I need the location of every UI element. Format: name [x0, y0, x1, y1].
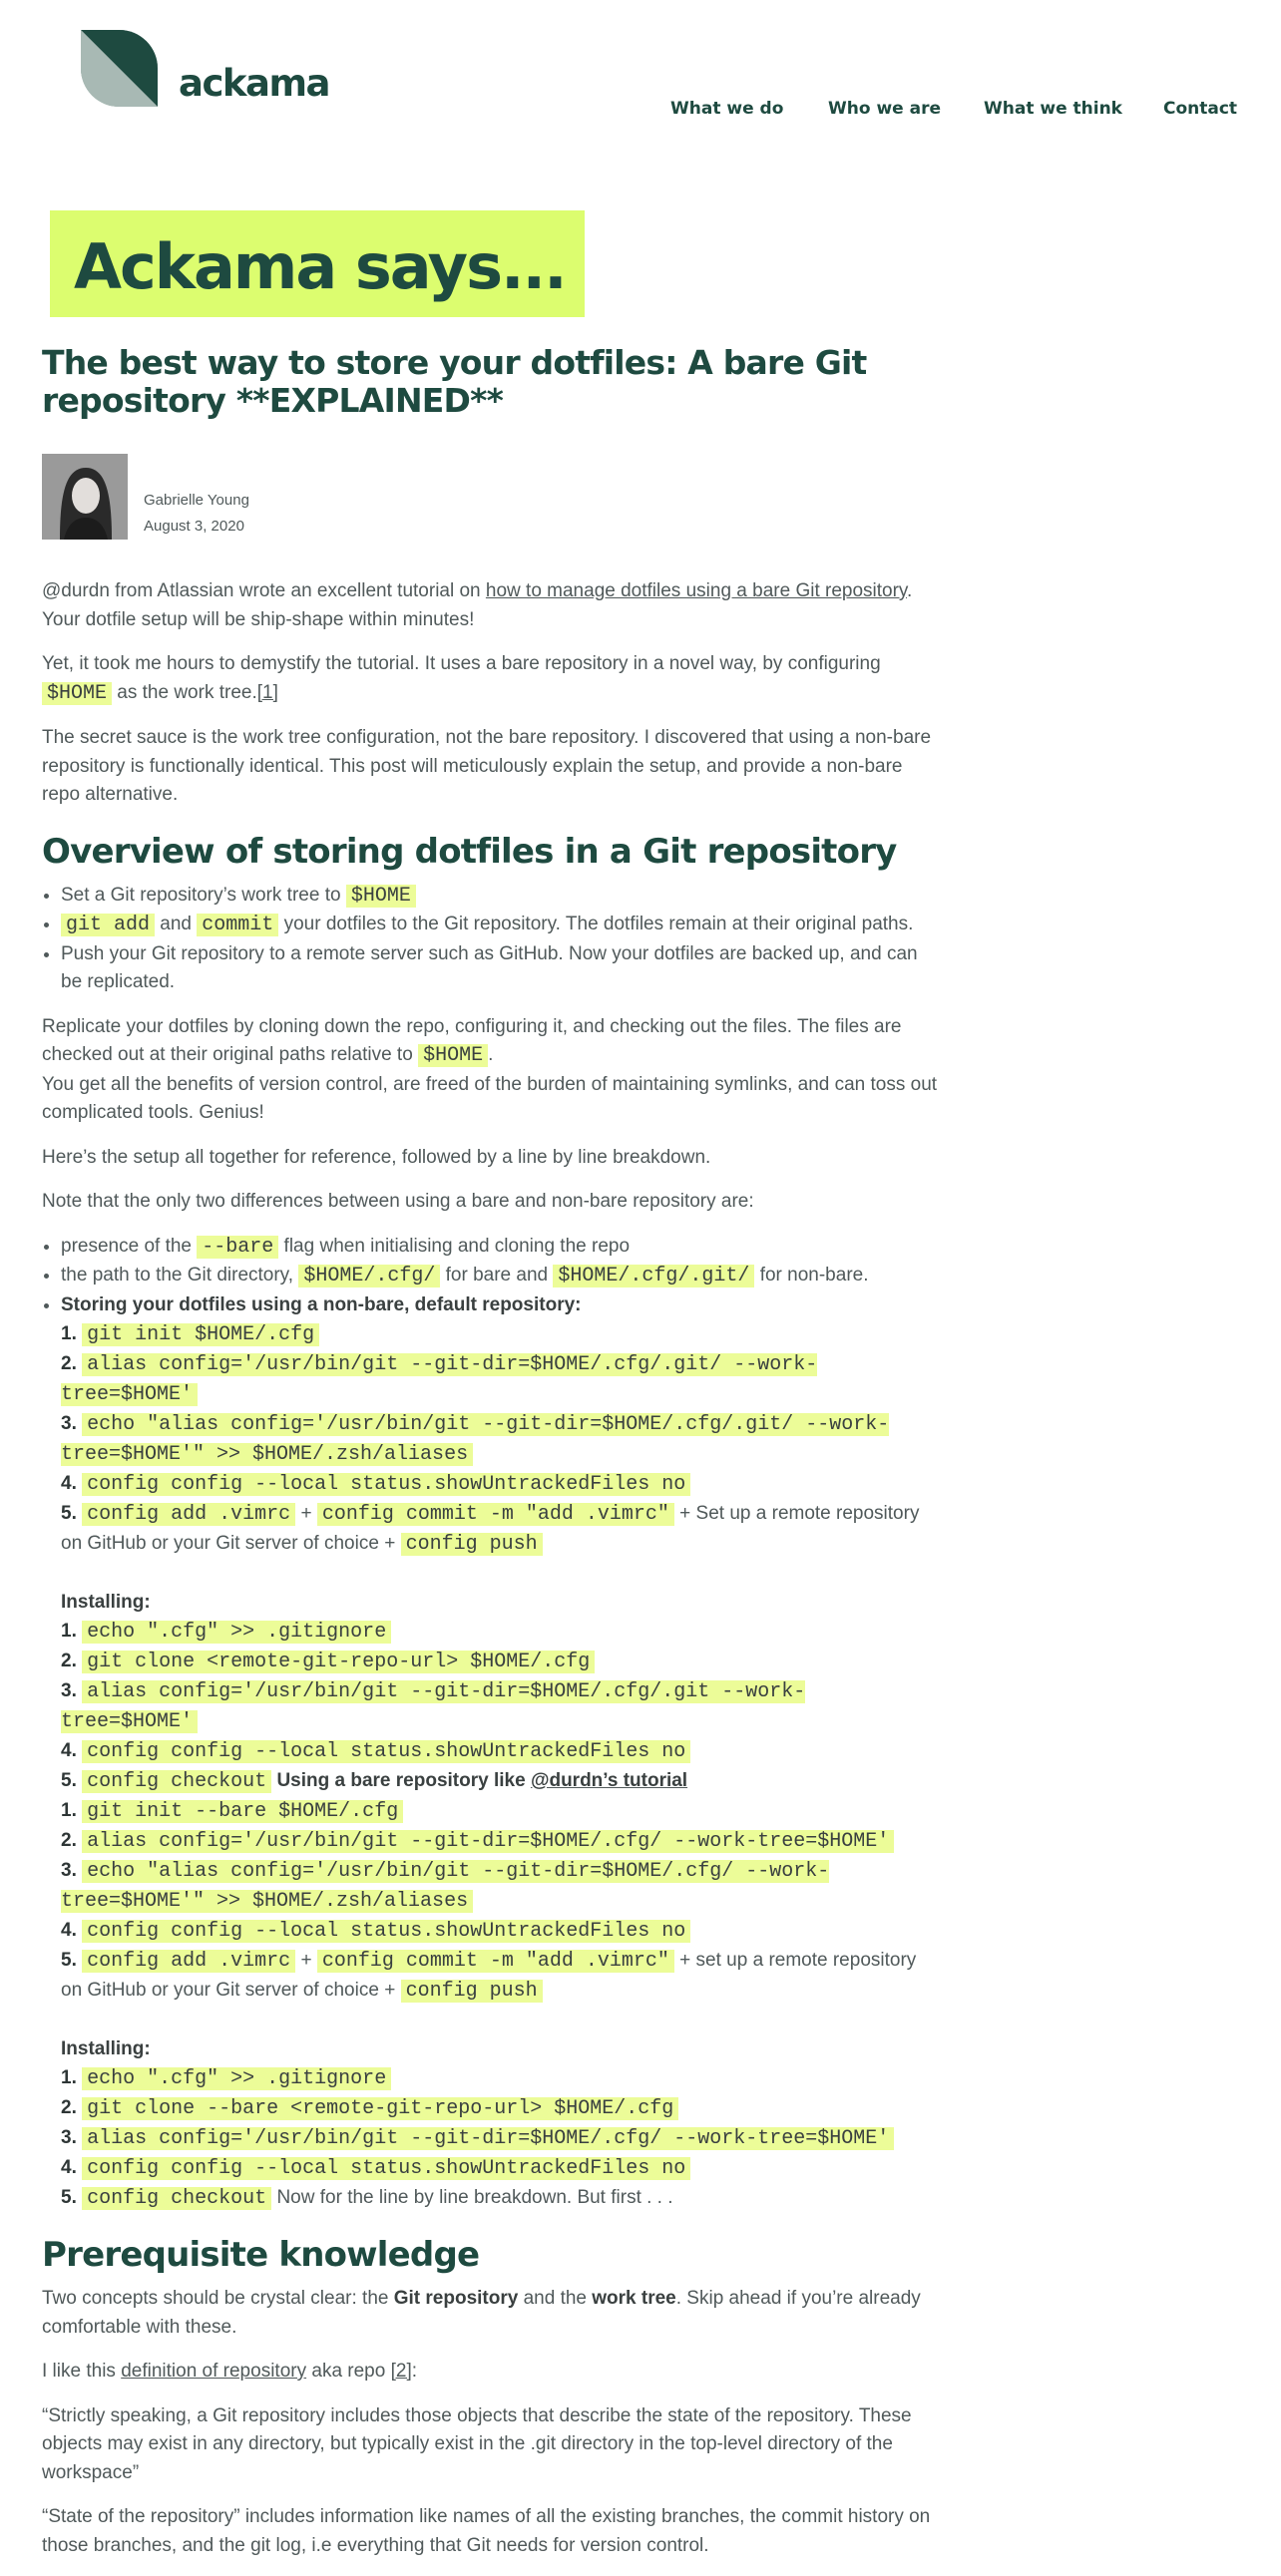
inline-code: alias config='/usr/bin/git --git-dir=$HOME/.cfg/ --work-tree=$HOME' — [82, 1830, 894, 1853]
inline-code: config config --local status.showUntrackedFiles no — [82, 1920, 690, 1943]
inline-code: git init --bare $HOME/.cfg — [82, 1800, 403, 1823]
inline-code: echo ".cfg" >> .gitignore — [82, 2067, 391, 2090]
author-block — [42, 454, 940, 540]
article — [42, 344, 940, 2576]
list-item: • Set a Git repository’s work tree to $HOME — [61, 882, 940, 912]
inline-code: $HOME — [346, 885, 416, 908]
nav-what-we-do[interactable]: What we do — [670, 99, 784, 119]
intro-paragraph: The secret sauce is the work tree configuration, not the bare repository. I discovered that using a non-bare repository is functionally identical. This post will meticulously explain the setup, and provide a non-bare repo alternative. — [42, 727, 932, 805]
footnote-link[interactable]: [1] — [256, 681, 278, 703]
inline-code: git init $HOME/.cfg — [82, 1323, 319, 1346]
inline-code: $HOME — [42, 682, 112, 705]
inline-code: config config --local status.showUntrackedFiles no — [82, 2157, 690, 2180]
inline-code: config commit -m "add .vimrc" — [317, 1950, 674, 1973]
inline-code: git clone <remote-git-repo-url> $HOME/.cfg — [82, 1651, 595, 1673]
banner-title: Ackama says... — [74, 230, 566, 303]
body-paragraph: Replicate your dotfiles by cloning down the repo, configuring it, and checking out the files. The files are checked out at their original paths relative to $HOME . You get all the benefits of version control, are freed of the burden of maintaining symlinks, and can toss out complicated tools. Genius! — [42, 1015, 938, 1123]
list-item: • the path to the Git directory, $HOME/.cfg/ for bare and $HOME/.cfg/.git/ for non-bare. — [61, 1262, 940, 1291]
overview-list — [42, 882, 940, 997]
inline-code: git add — [61, 914, 155, 936]
definition-link[interactable]: definition of repository — [121, 2361, 307, 2382]
non-bare-steps: 1. git init $HOME/.cfg 2. alias config='/usr/bin/git --git-dir=$HOME/.cfg/.git/ --work-tree=$HOME' 3. echo "alias config='/usr/bin/git --git-dir=$HOME/.cfg/.git/ --work-tree=$HOME'" >> $HOME/.zsh/aliases 4. config config --local status.showUntrackedFiles no 5. config add .vimrc + config commit -m "add .vimrc" + Set up a remote repository on GitHub or your Git server of choice + config push Installing: 1. echo ".cfg" >> .gitignore 2. git clone <remote-git-repo-url> $HOME/.cfg 3. alias config='/usr/bin/git --git-dir=$HOME/.cfg/.git --work-tree=$HOME' 4. config config --local status.showUntrackedFiles no 5. config checkout Using a bare repository like @durdn’s tutorial 1. git init --bare $HOME/.cfg 2. alias config='/usr/bin/git --git-dir=$HOME/.cfg/ --work-tree=$HOME' 3. echo "alias config='/usr/bin/git --git-dir=$HOME/.cfg/ --work-tree=$HOME'" >> $HOME/.zsh/aliases 4. config config --local status.showUntrackedFiles no 5. config add .vimrc + config commit -m "add .vimrc" + set up a remote repository on GitHub or your Git server of choice + config push Installing: 1. echo ".cfg" >> .gitignore 2. git clone --bare <remote-git-repo-url> $HOME/.cfg 3. alias config='/usr/bin/git --git-dir=$HOME/.cfg/ --work-tree=$HOME' 4. config config --local status.showUntrackedFiles no 5. config checkout Now for the line by line breakdown. But first . . . — [61, 1323, 920, 2210]
inline-code: alias config='/usr/bin/git --git-dir=$HOME/.cfg/ --work-tree=$HOME' — [82, 2127, 894, 2150]
intro-paragraph: @durdn from Atlassian wrote an excellent tutorial on how to manage dotfiles using a bare Git repository. Your dotfile setup will be ship-shape within minutes! — [42, 580, 913, 630]
brand-wordmark[interactable]: ackama — [179, 62, 329, 105]
list-item: • presence of the --bare flag when initialising and cloning the repo — [61, 1233, 940, 1263]
inline-code: $HOME — [418, 1044, 488, 1067]
nav-contact[interactable]: Contact — [1163, 99, 1238, 119]
body-paragraph: Here’s the setup all together for reference, followed by a line by line breakdown. — [42, 1146, 711, 1168]
installing-label: Installing: — [61, 1592, 151, 1613]
quote-paragraph: “Strictly speaking, a Git repository includes those objects that describe the state of the repository. These objects may exist in any directory, but typically exist in the .git directory in the top-level directory of the workspace” — [42, 2404, 912, 2483]
body-paragraph: Two concepts should be crystal clear: the Git repository and the work tree. Skip ahead if you’re already comfortable with these. — [42, 2288, 921, 2338]
body-paragraph: “State of the repository” includes information like names of all the existing branches, the commit history on those branches, and the git log, i.e everything that Git needs for version control. — [42, 2506, 931, 2556]
inline-code: $HOME/.cfg/ — [298, 1265, 440, 1288]
inline-code: config checkout — [82, 2187, 271, 2210]
nav-who-we-are[interactable]: Who we are — [828, 99, 941, 119]
inline-code: config add .vimrc — [82, 1503, 295, 1526]
inline-code: git clone --bare <remote-git-repo-url> $HOME/.cfg — [82, 2097, 678, 2120]
inline-code: alias config='/usr/bin/git --git-dir=$HOME/.cfg/.git --work-tree=$HOME' — [61, 1680, 806, 1733]
inline-code: config commit -m "add .vimrc" — [317, 1503, 674, 1526]
list-item: • git add and commit your dotfiles to the Git repository. The dotfiles remain at their original paths. — [61, 911, 940, 940]
post-date: August 3, 2020 — [144, 518, 244, 535]
inline-code: config checkout — [82, 1770, 271, 1793]
inline-code: config config --local status.showUntrackedFiles no — [82, 1740, 690, 1763]
list-item: • Storing your dotfiles using a non-bare, default repository: 1. git init $HOME/.cfg 2. alias config='/usr/bin/git --git-dir=$HOME/.cfg/.git/ --work-tree=$HOME' 3. echo "alias config='/usr/bin/git --git-dir=$HOME/.cfg/.git/ --work-tree=$HOME'" >> $HOME/.zsh/aliases 4. config config --local status.showUntrackedFiles no 5. config add .vimrc + config commit -m "add .vimrc" + Set up a remote repository on GitHub or your Git server of choice + config push Installing: 1. echo ".cfg" >> .gitignore 2. git clone <remote-git-repo-url> $HOME/.cfg 3. alias config='/usr/bin/git --git-dir=$HOME/.cfg/.git --work-tree=$HOME' 4. config config --local status.showUntrackedFiles no 5. config checkout Using a bare repository like @durdn’s tutorial 1. git init --bare $HOME/.cfg 2. alias config='/usr/bin/git --git-dir=$HOME/.cfg/ --work-tree=$HOME' 3. echo "alias config='/usr/bin/git --git-dir=$HOME/.cfg/ --work-tree=$HOME'" >> $HOME/.zsh/aliases 4. config config --local status.showUntrackedFiles no 5. config add .vimrc + config commit -m "add .vimrc" + set up a remote repository on GitHub or your Git server of choice + config push Installing: 1. echo ".cfg" >> .gitignore 2. git clone --bare <remote-git-repo-url> $HOME/.cfg 3. alias config='/usr/bin/git --git-dir=$HOME/.cfg/ --work-tree=$HOME' 4. config config --local status.showUntrackedFiles no 5. config checkout Now for the line by line breakdown. But first . . . — [61, 1291, 940, 2214]
list-item: • Push your Git repository to a remote server such as GitHub. Now your dotfiles are backed up, and can be replicated. — [61, 940, 940, 997]
nav-what-we-think[interactable]: What we think — [984, 99, 1122, 119]
differences-list — [42, 1233, 940, 2214]
installing-label: Installing: — [61, 2038, 151, 2059]
inline-code: config push — [401, 1533, 543, 1556]
intro-paragraph: Yet, it took me hours to demystify the tutorial. It uses a bare repository in a novel way, by configuring $HOME as the work tree.[1] — [42, 653, 881, 705]
inline-code: echo "alias config='/usr/bin/git --git-dir=$HOME/.cfg/.git/ --work-tree=$HOME'" >> $HOME/.zsh/aliases — [61, 1413, 890, 1466]
footnote-link[interactable]: [2] — [390, 2361, 412, 2382]
site-header — [0, 0, 1281, 180]
section-heading: Overview of storing dotfiles in a Git repository — [42, 831, 897, 872]
section-heading: Prerequisite knowledge — [42, 2235, 480, 2275]
inline-code: echo "alias config='/usr/bin/git --git-dir=$HOME/.cfg/ --work-tree=$HOME'" >> $HOME/.zsh/aliases — [61, 1860, 830, 1913]
inline-code: config push — [401, 1980, 543, 2003]
inline-code: commit — [197, 914, 278, 936]
inline-code: config config --local status.showUntrackedFiles no — [82, 1473, 690, 1496]
section-banner — [50, 210, 585, 317]
post-title: The best way to store your dotfiles: A bare Git repository **EXPLAINED** — [42, 343, 867, 420]
inline-code: config add .vimrc — [82, 1950, 295, 1973]
ackama-logo-icon[interactable] — [81, 30, 158, 107]
author-photo-icon — [42, 454, 128, 540]
inline-code: echo ".cfg" >> .gitignore — [82, 1621, 391, 1644]
inline-code: alias config='/usr/bin/git --git-dir=$HOME/.cfg/.git/ --work-tree=$HOME' — [61, 1353, 818, 1406]
inline-code: $HOME/.cfg/.git/ — [553, 1265, 754, 1288]
avatar — [42, 454, 128, 540]
body-paragraph: Note that the only two differences between using a bare and non-bare repository are: — [42, 1191, 754, 1212]
body-paragraph: I like this definition of repository aka repo [2]: — [42, 2361, 417, 2382]
durdn-tutorial-link[interactable]: @durdn’s tutorial — [530, 1770, 688, 1791]
author-name: Gabrielle Young — [144, 492, 249, 509]
inline-code: --bare — [197, 1236, 278, 1259]
tutorial-link[interactable]: how to manage dotfiles using a bare Git repository — [485, 580, 908, 601]
